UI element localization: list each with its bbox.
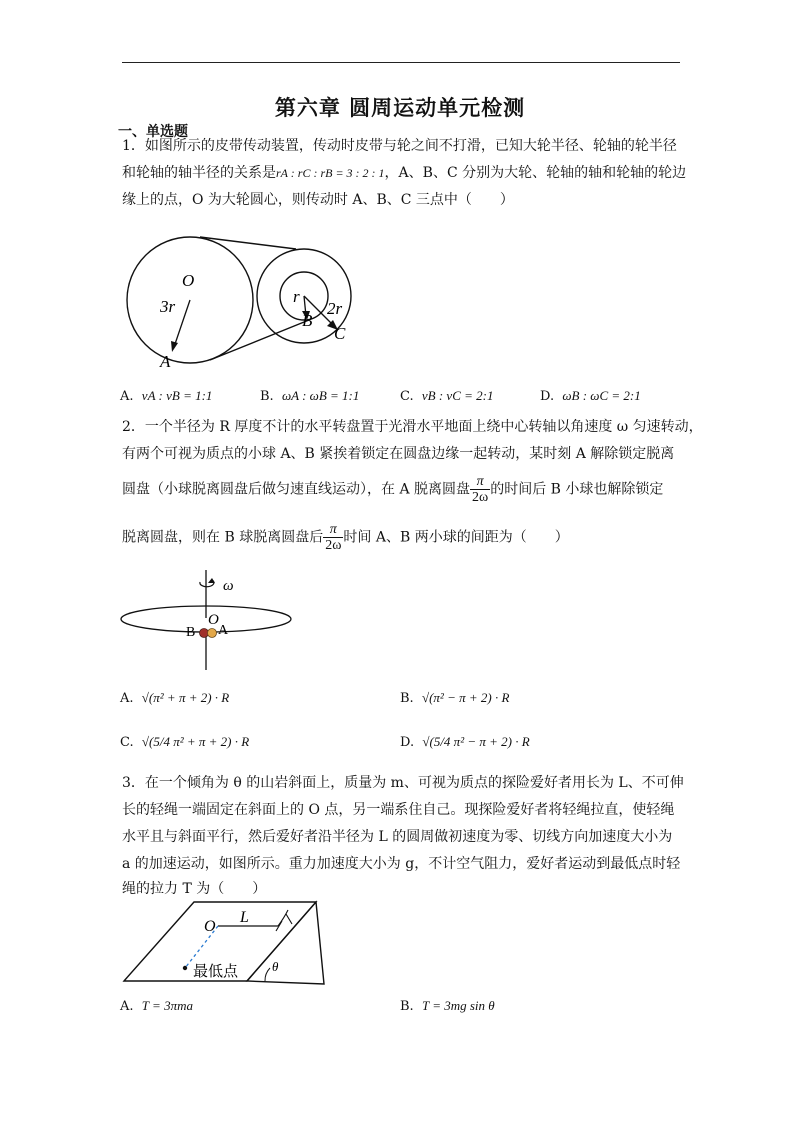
label-theta: θ	[272, 959, 279, 974]
q2-option-d[interactable]: D. √(5/4 π² − π + 2) · R	[400, 734, 530, 750]
label-O2: O	[208, 612, 219, 628]
q1-line2a: 和轮轴的轴半径的关系是	[122, 165, 276, 181]
angle-arc	[265, 968, 270, 981]
q1-option-d[interactable]: D. ωB : ωC = 2:1	[540, 388, 641, 404]
page-title: 第六章 圆周运动单元检测	[274, 95, 526, 120]
arrow-a	[171, 341, 178, 352]
label-lowest: 最低点	[193, 964, 239, 980]
q2-line3a: 圆盘（小球脱离圆盘后做匀速直线运动），在 A 脱离圆盘	[122, 481, 471, 498]
belt-top	[200, 237, 296, 249]
q1-option-a[interactable]: A. vA : vB = 1:1	[120, 388, 213, 404]
q2-line4a: 脱离圆盘，则在 B 球脱离圆盘后	[122, 529, 324, 546]
q3-option-b[interactable]: B. T = 3mg sin θ	[400, 998, 495, 1014]
q1-line2	[122, 162, 686, 182]
q2-option-a[interactable]: A. √(π² + π + 2) · R	[120, 690, 230, 706]
q1-ratio-formula: rA : rC : rB = 3 : 2 : 1	[276, 166, 385, 180]
label-A2: A	[218, 623, 229, 638]
q2-turntable-diagram	[120, 568, 300, 672]
q1-option-b[interactable]: B. ωA : ωB = 1:1	[260, 388, 360, 404]
label-B2: B	[186, 625, 196, 640]
q2-line1: 2．一个半径为 R 厚度不计的水平转盘置于光滑水平地面上绕中心转轴以角速度 ω 匀速转动，	[122, 419, 703, 435]
label-omega: ω	[223, 578, 234, 594]
label-O: O	[182, 271, 195, 290]
q1-line2b: ，A、B、C 分别为大轮、轮轴的轴和轮轴的轮边	[384, 165, 687, 181]
climber-figure	[276, 910, 292, 931]
q2-line3	[122, 474, 663, 505]
label-L: L	[240, 909, 249, 926]
section-heading: 一、单选题	[118, 124, 188, 140]
label-O3: O	[204, 918, 216, 935]
rotation-arrowhead	[208, 578, 215, 583]
ball-a	[208, 629, 217, 638]
q3-line4: a 的加速运动，如图所示。重力加速度大小为 g，不计空气阻力，爱好者运动到最低点时轻	[122, 856, 681, 872]
q3-slope-diagram	[120, 898, 330, 988]
q1-line3: 缘上的点，O 为大轮圆心，则传动时 A、B、C 三点中（ ）	[122, 192, 514, 208]
label-A: A	[160, 352, 171, 371]
header-rule	[122, 62, 680, 63]
q2-fraction-1: $\frac{\pi}{2\omega}$	[472, 474, 489, 505]
q3-line5: 绳的拉力 T 为（ ）	[122, 881, 267, 897]
q1-option-c[interactable]: C. vB : vC = 2:1	[400, 388, 494, 404]
q1-line1: 1．如图所示的皮带传动装置，传动时皮带与轮之间不打滑，已知大轮半径、轮轴的轮半径	[122, 138, 677, 154]
q3-line3: 水平且与斜面平行，然后爱好者沿半径为 L 的圆周做初速度为零、切线方向加速度大小为	[122, 829, 673, 845]
label-B: B	[302, 311, 313, 330]
q3-line2: 长的轻绳一端固定在斜面上的 O 点，另一端系住自己。现探险爱好者将轻绳拉直，使轻绳	[122, 802, 675, 818]
label-3r: 3r	[160, 297, 176, 316]
q3-line1: 3．在一个倾角为 θ 的山岩斜面上，质量为 m、可视为质点的探险爱好者用长为 L、不可伸	[122, 775, 684, 791]
belt-bottom	[210, 320, 309, 360]
q2-line3b: 的时间后 B 小球也解除锁定	[490, 481, 664, 498]
label-C: C	[334, 324, 346, 343]
q2-line2: 有两个可视为质点的小球 A、B 紧挨着锁定在圆盘边缘一起转动，某时刻 A 解除锁定脱离	[122, 446, 675, 462]
q2-fraction-2: $\frac{\pi}{2\omega}$	[325, 522, 342, 553]
q2-line4	[122, 522, 569, 553]
q2-option-b[interactable]: B. √(π² − π + 2) · R	[400, 690, 510, 706]
radius-3r	[174, 300, 190, 347]
q2-line4b: 时间 A、B 两小球的间距为（ ）	[343, 529, 569, 546]
q2-option-c[interactable]: C. √(5/4 π² + π + 2) · R	[120, 734, 250, 750]
label-r: r	[293, 287, 300, 306]
label-2r: 2r	[327, 299, 343, 318]
lowest-point-dot	[183, 966, 187, 970]
q3-option-a[interactable]: A. T = 3πma	[120, 998, 193, 1014]
q1-belt-diagram	[120, 222, 380, 374]
